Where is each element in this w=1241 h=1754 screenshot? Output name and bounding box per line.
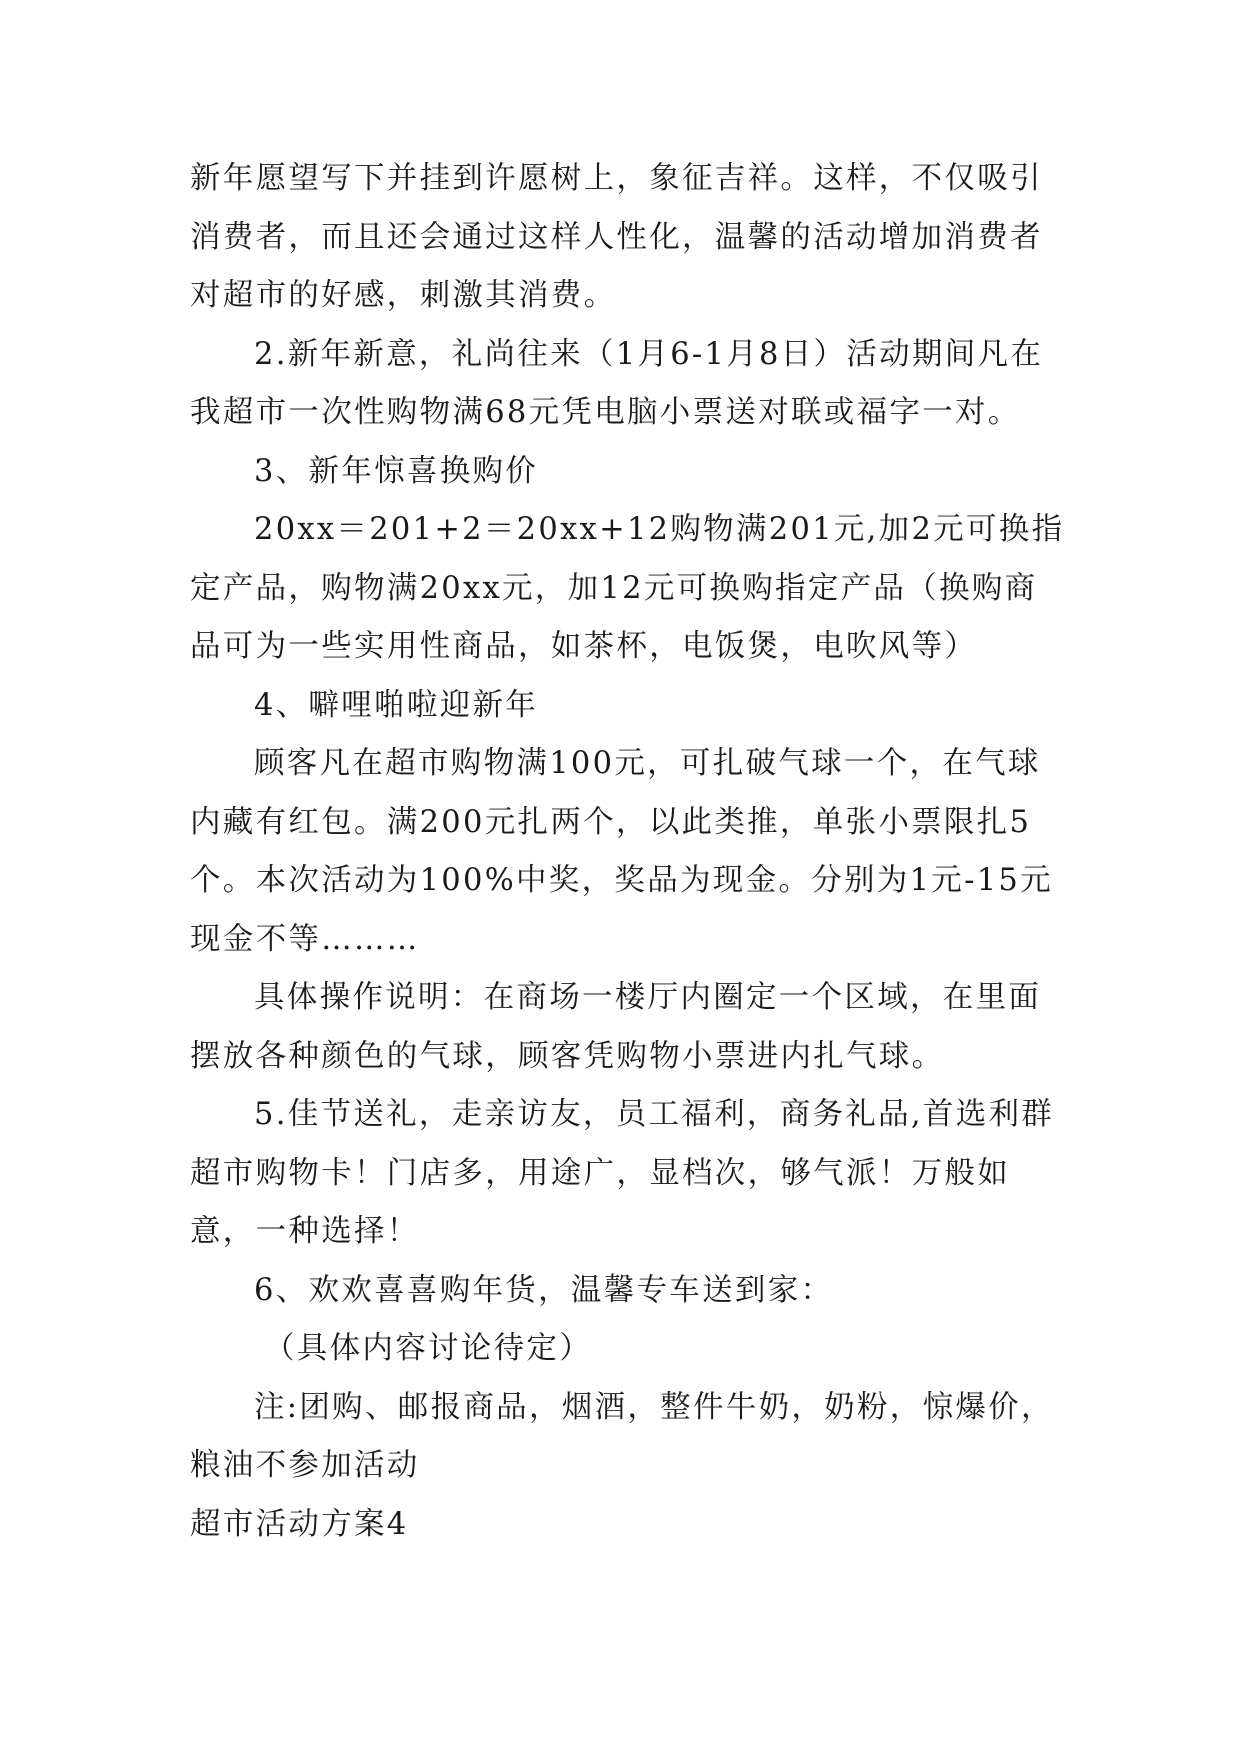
paragraph-item-6-pending: （具体内容讨论待定） (264, 1331, 592, 1366)
paragraph-item-3-body: 20xx＝201+2＝20xx+12购物满201元,加2元可换指定产品，购物满20xx元，加12元可换购指定产品（换购商品可为一些实用性商品，如茶杯，电饭煲，电吹风等） (190, 512, 1065, 664)
paragraph-item-3-title: 3、新年惊喜换购价 (254, 453, 539, 489)
paragraph-item-4-body: 顾客凡在超市购物满100元，可扎破气球一个，在气球内藏有红包。满200元扎两个，以此类推，单张小票限扎5个。本次活动为100%中奖，奖品为现金。分别为1元-15元现金不等……… (190, 746, 1053, 957)
paragraph-note: 注:团购、邮报商品，烟酒，整件牛奶，奶粉，惊爆价，粮油不参加活动 (190, 1389, 1054, 1483)
paragraph-item-4-title: 4、噼哩啪啦迎新年 (254, 687, 539, 723)
document-body (190, 150, 1070, 1554)
paragraph-item-2: 2.新年新意，礼尚往来（1月6-1月8日）活动期间凡在我超市一次性购物满68元凭电脑小票送对联或福字一对。 (190, 336, 1044, 430)
paragraph-wish-continued: 新年愿望写下并挂到许愿树上，象征吉祥。这样，不仅吸引消费者，而且还会通过这样人性化，温馨的活动增加消费者对超市的好感，刺激其消费。 (190, 161, 1043, 313)
paragraph-item-4-instructions: 具体操作说明：在商场一楼厅内圈定一个区域，在里面摆放各种颜色的气球，顾客凭购物小票进内扎气球。 (190, 980, 1042, 1074)
paragraph-item-6-title: 6、欢欢喜喜购年货，温馨专车送到家： (254, 1272, 834, 1308)
paragraph-item-5: 5.佳节送礼，走亲访友，员工福利，商务礼品,首选利群超市购物卡！门店多，用途广，显档次，够气派！万般如意，一种选择！ (190, 1097, 1055, 1249)
section-heading: 超市活动方案4 (190, 1506, 409, 1542)
